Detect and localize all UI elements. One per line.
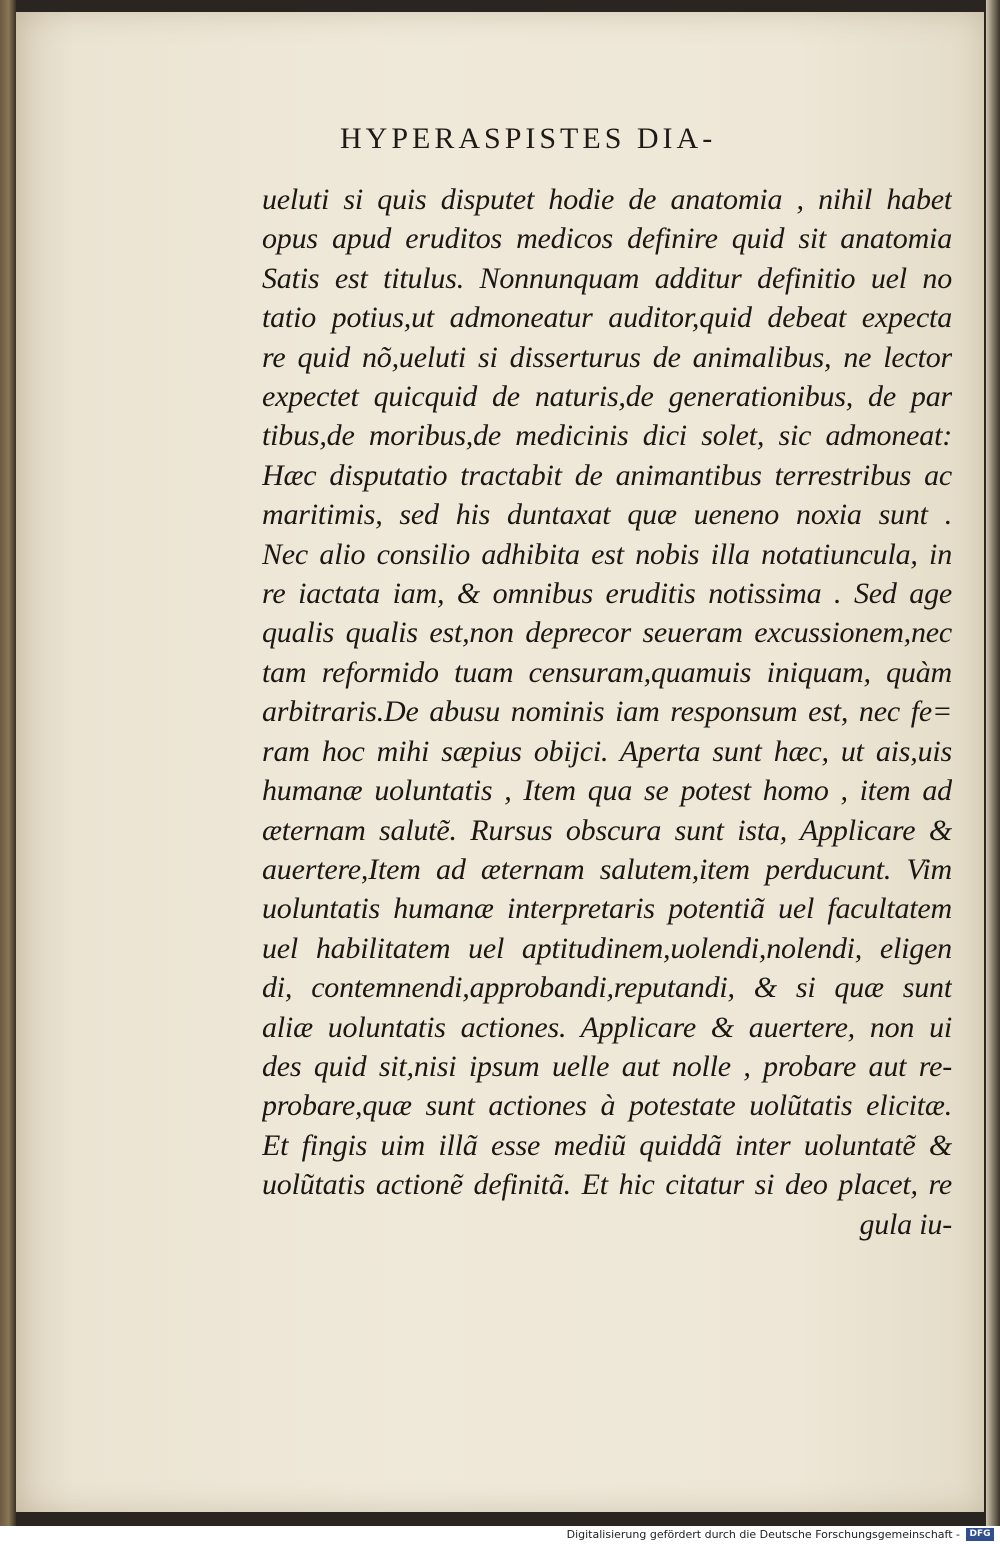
text-line: expectet quicquid de naturis,de generationibus, de par bbox=[262, 380, 952, 414]
text-line: tatio potius,ut admoneatur auditor,quid debeat expecta bbox=[262, 301, 952, 335]
running-head: HYPERASPISTES DIA- bbox=[340, 122, 717, 155]
text-line: di, contemnendi,approbandi,reputandi, & si quæ sunt bbox=[262, 971, 952, 1005]
text-line: opus apud eruditos medicos definire quid sit anatomia bbox=[262, 222, 952, 256]
book-spine bbox=[0, 0, 16, 1526]
text-line: humanæ uoluntatis , Item qua se potest homo , item ad bbox=[262, 774, 952, 808]
text-line: qualis qualis est,non deprecor seueram excussionem,nec bbox=[262, 616, 952, 650]
text-line: probare,quæ sunt actiones à potestate uolũtatis elicitæ. bbox=[262, 1089, 952, 1123]
text-line: tam reformido tuam censuram,quamuis iniquam, quàm bbox=[262, 655, 952, 689]
text-line: aliæ uoluntatis actiones. Applicare & auertere, non ui bbox=[262, 1010, 952, 1044]
text-line: arbitraris.De abusu nominis iam responsum est, nec fe= bbox=[262, 695, 952, 729]
text-line: Et fingis uim illã esse mediũ quiddã inter uoluntatẽ & bbox=[262, 1128, 952, 1162]
text-line: æternam salutẽ. Rursus obscura sunt ista, Applicare & bbox=[262, 813, 952, 847]
text-line: uoluntatis humanæ interpretaris potentiã uel facultatem bbox=[262, 892, 952, 926]
text-line: uolũtatis actionẽ definitã. Et hic citatur si deo placet, re bbox=[262, 1168, 952, 1202]
footer-credit: Digitalisierung gefördert durch die Deutsche Forschungsgemeinschaft - bbox=[566, 1528, 960, 1541]
text-line: Hæc disputatio tractabit de animantibus terrestribus ac bbox=[262, 458, 952, 492]
text-line: maritimis, sed his duntaxat quæ ueneno noxia sunt . bbox=[262, 498, 952, 532]
body-text bbox=[262, 180, 952, 1244]
text-line: re iactata iam, & omnibus eruditis notissima . Sed age bbox=[262, 577, 952, 611]
dfg-logo-icon: DFG bbox=[966, 1528, 994, 1541]
text-line: des quid sit,nisi ipsum uelle aut nolle , probare aut re- bbox=[262, 1049, 952, 1083]
text-line: Satis est titulus. Nonnunquam additur definitio uel no bbox=[262, 261, 952, 295]
text-line: auertere,Item ad æternam salutem,item perducunt. Vim bbox=[262, 852, 952, 886]
page-edge bbox=[986, 0, 1000, 1526]
text-line: Nec alio consilio adhibita est nobis illa notatiuncula, in bbox=[262, 537, 952, 571]
text-line: ueluti si quis disputet hodie de anatomia , nihil habet bbox=[262, 183, 952, 216]
text-line: uel habilitatem uel aptitudinem,uolendi,nolendi, eligen bbox=[262, 931, 952, 965]
text-line: tibus,de moribus,de medicinis dici solet, sic admoneat: bbox=[262, 419, 952, 453]
text-line: re quid nõ,ueluti si disserturus de animalibus, ne lector bbox=[262, 340, 952, 374]
text-line: ram hoc mihi sæpius obijci. Aperta sunt hæc, ut ais,uis bbox=[262, 734, 952, 768]
text-line: gula iu- bbox=[859, 1207, 952, 1241]
